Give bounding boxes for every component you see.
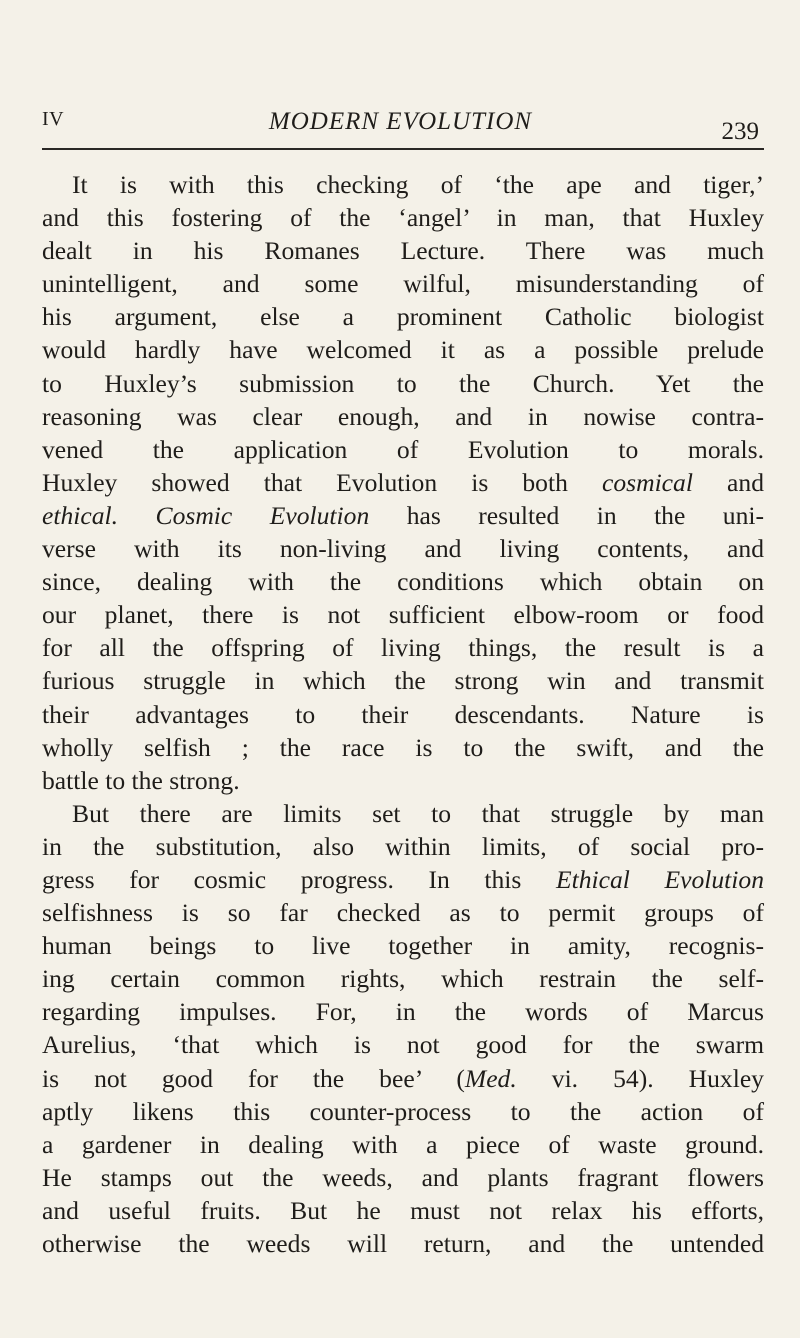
text-line: furious struggle in which the strong win and transmit bbox=[42, 666, 764, 696]
text-line: is not good for the bee’ (Med. vi. 54). Huxley bbox=[42, 1063, 764, 1093]
text-line: in the substitution, also within limits, of social pro- bbox=[42, 831, 764, 861]
italic-term: Med. bbox=[464, 1063, 517, 1093]
running-title: MODERN EVOLUTION bbox=[268, 108, 533, 135]
text-line: his argument, else a prominent Catholic biologist bbox=[42, 302, 764, 332]
text-line: Huxley showed that Evolution is both cosmical and bbox=[42, 467, 764, 497]
text-line: vened the application of Evolution to morals. bbox=[42, 434, 764, 464]
italic-term: cosmical bbox=[601, 467, 693, 497]
italic-term: Cosmic Evolution bbox=[155, 500, 370, 530]
text-line: ethical. Cosmic Evolution has resulted in the uni- bbox=[42, 500, 765, 530]
text-line: ing certain common rights, which restrain the self- bbox=[42, 964, 764, 994]
text-line: for all the offspring of living things, the result is a bbox=[42, 633, 764, 663]
text-line: selfishness is so far checked as to permit groups of bbox=[42, 898, 764, 928]
running-header bbox=[42, 108, 759, 148]
chapter-number: IV bbox=[42, 108, 65, 130]
italic-term: Ethical Evolution bbox=[555, 864, 764, 894]
text-line: verse with its non-living and living contents, and bbox=[42, 534, 764, 564]
text-line: unintelligent, and some wilful, misunderstanding of bbox=[42, 269, 764, 299]
text-line: dealt in his Romanes Lecture. There was much bbox=[42, 236, 764, 266]
text-line: to Huxley’s submission to the Church. Yet the bbox=[42, 368, 764, 398]
text-line: and useful fruits. But he must not relax his efforts, bbox=[42, 1195, 764, 1225]
text-line: and this fostering of the ‘angel’ in man, that Huxley bbox=[42, 203, 764, 233]
text-line: regarding impulses. For, in the words of Marcus bbox=[42, 997, 764, 1027]
text-line: reasoning was clear enough, and in nowise contra- bbox=[42, 401, 764, 431]
text-line: a gardener in dealing with a piece of waste ground. bbox=[42, 1129, 764, 1159]
italic-term: ethical. bbox=[42, 500, 119, 530]
body-text bbox=[42, 168, 764, 1260]
header-rule bbox=[42, 148, 764, 150]
page-number: 239 bbox=[721, 118, 759, 145]
text-line: their advantages to their descendants. Nature is bbox=[42, 699, 764, 729]
text-line: He stamps out the weeds, and plants fragrant flowers bbox=[42, 1162, 764, 1192]
text-line: Aurelius, ‘that which is not good for the swarm bbox=[42, 1030, 764, 1060]
text-line: would hardly have welcomed it as a possible prelude bbox=[42, 335, 764, 365]
text-line: aptly likens this counter-process to the action of bbox=[42, 1096, 764, 1126]
text-line: our planet, there is not sufficient elbow-room or food bbox=[42, 600, 764, 630]
text-line: wholly selfish ; the race is to the swift, and the bbox=[42, 732, 764, 762]
text-line: It is with this checking of ‘the ape and tiger,’ bbox=[72, 170, 764, 199]
text-line: But there are limits set to that struggle by man bbox=[72, 798, 764, 828]
text-line: battle to the strong. bbox=[42, 765, 240, 795]
text-line: human beings to live together in amity, recognis- bbox=[42, 931, 764, 961]
text-line: since, dealing with the conditions which obtain on bbox=[42, 567, 764, 597]
text-line: otherwise the weeds will return, and the untended bbox=[42, 1229, 764, 1258]
text-line: gress for cosmic progress. In this Ethical Evolution bbox=[42, 864, 764, 894]
